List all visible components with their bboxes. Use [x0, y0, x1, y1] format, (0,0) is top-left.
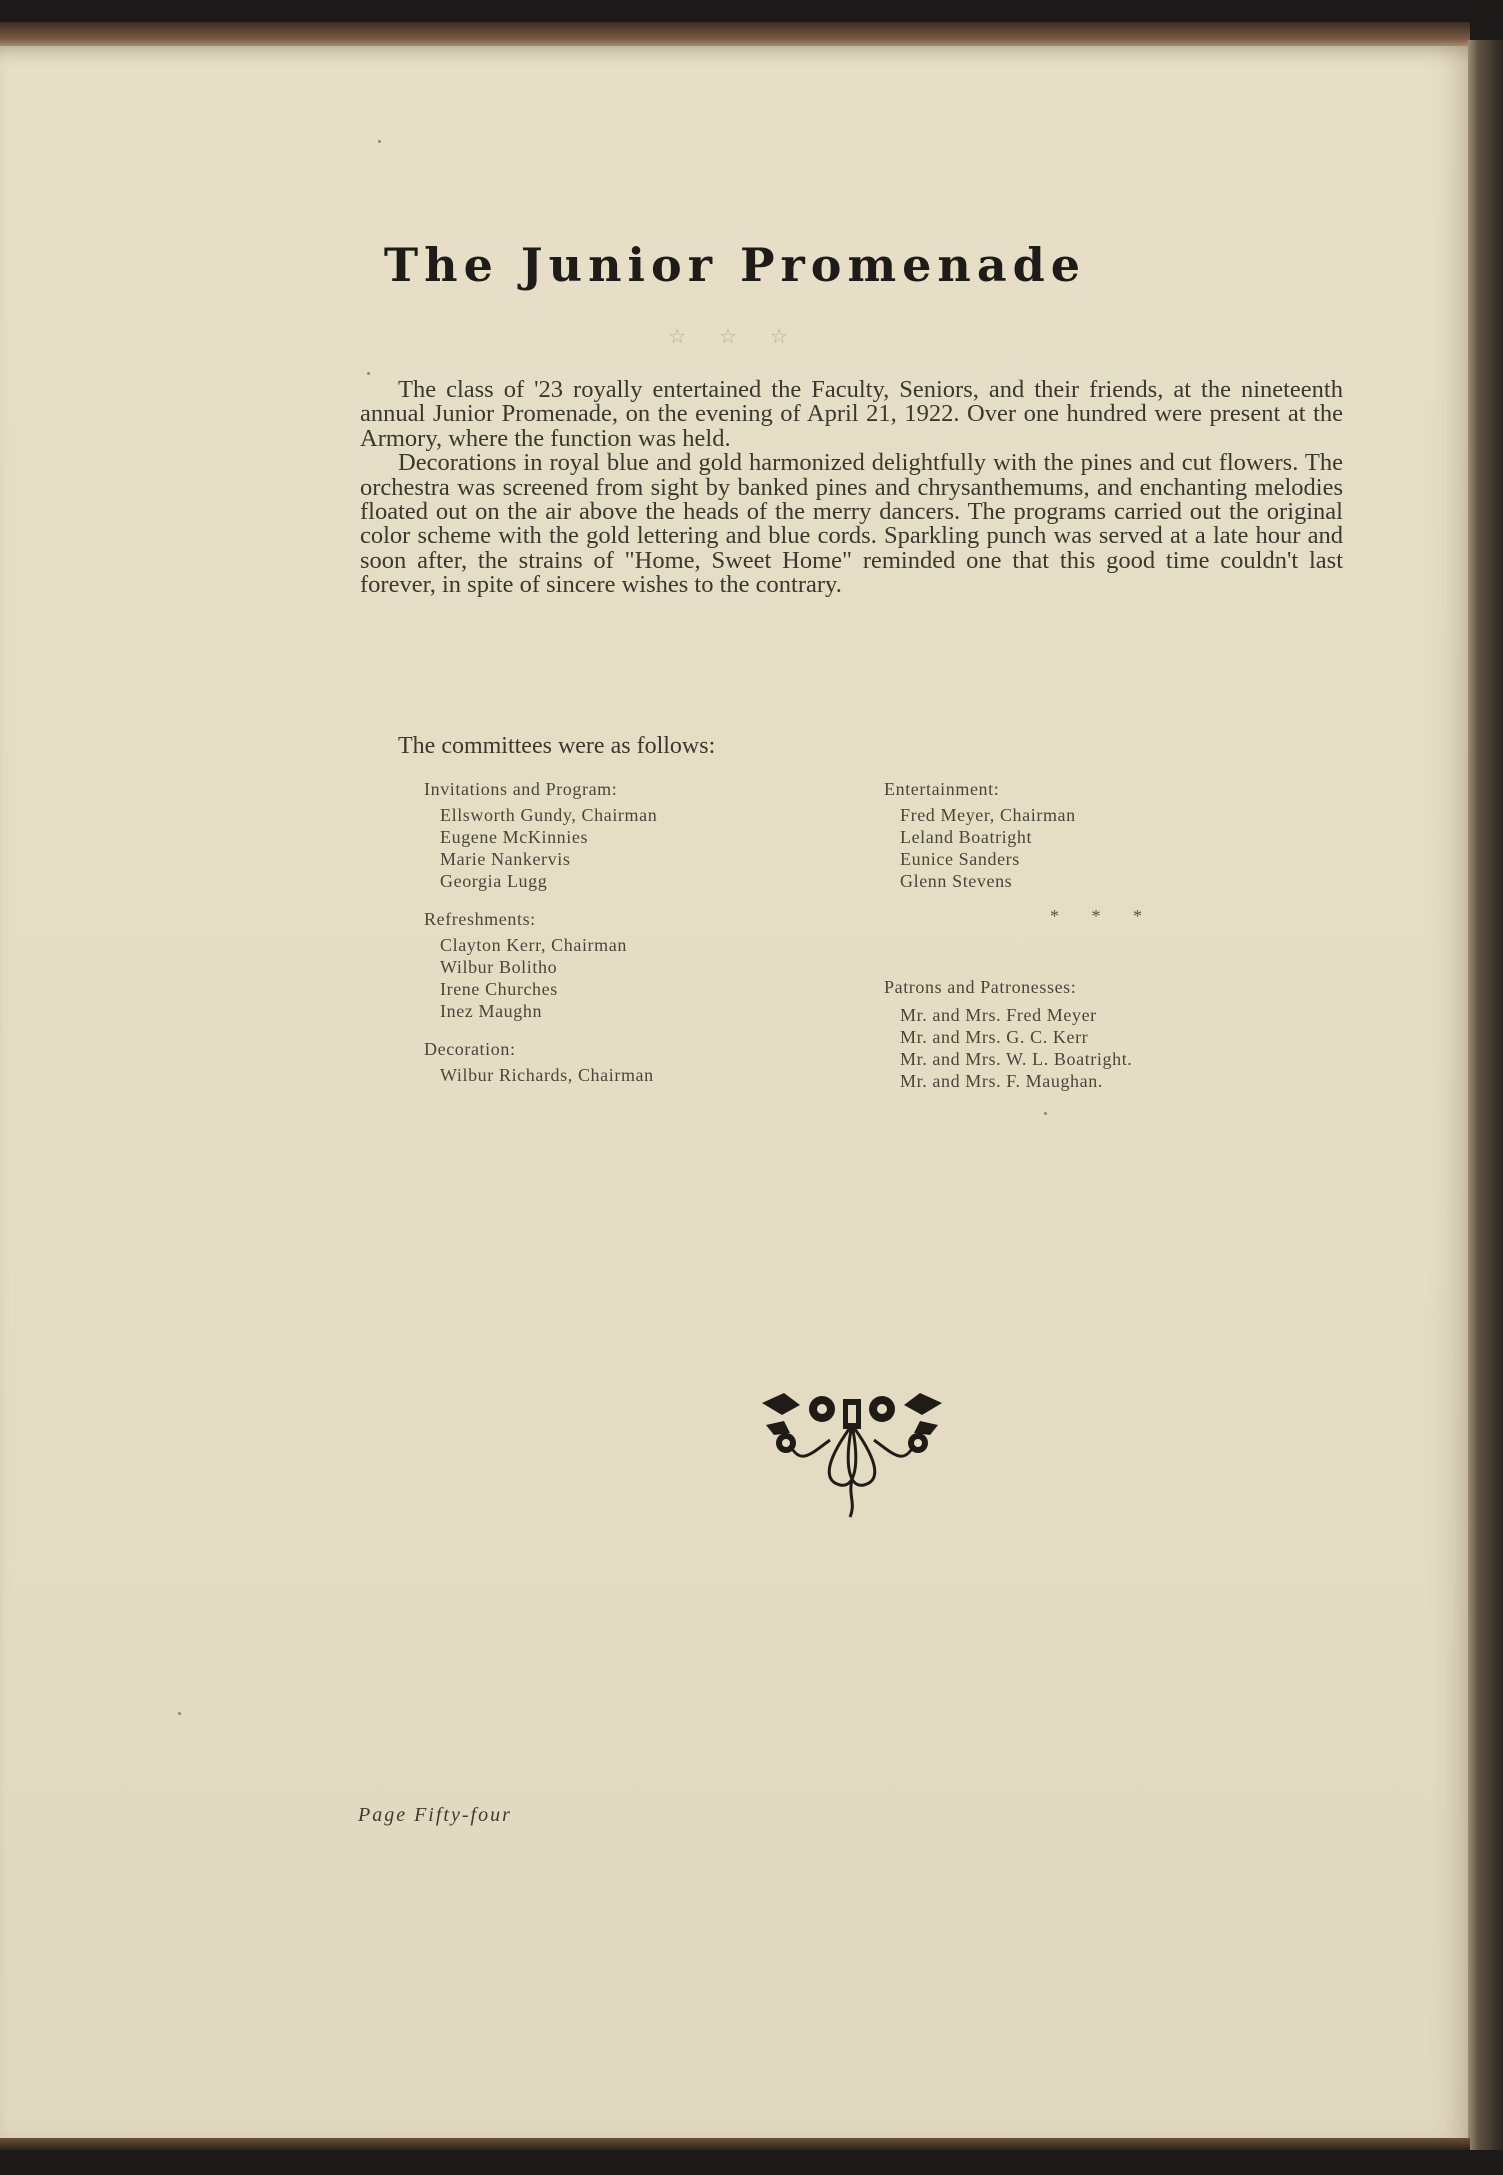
- committees-right-column: [884, 778, 1076, 908]
- committee-group: [424, 1038, 657, 1086]
- committee-member: Eunice Sanders: [900, 849, 1020, 869]
- committee-member: Clayton Kerr, Chairman: [440, 935, 627, 955]
- paragraph-2: Decorations in royal blue and gold harmonized delightfully with the pines and cut flowers. The orchestra was screened from sight by banked pines and chrysanthemums, and enchanting melodies floated out on the air above the heads of the merry dancers. The programs carried out the original color scheme with the gold lettering and blue cords. Sparkling punch was served at a late hour and soon after, the strains of "Home, Sweet Home" reminded one that this good time couldn't last forever, in spite of sincere wishes to the contrary.: [360, 449, 1343, 599]
- committee-member: Eugene McKinnies: [440, 827, 589, 847]
- patrons-heading: Patrons and Patronesses:: [884, 977, 1077, 997]
- article-body: [360, 378, 1343, 598]
- paper-speck: [178, 1712, 181, 1715]
- patron-entry: Mr. and Mrs. W. L. Boatright.: [900, 1049, 1133, 1069]
- committees-left-column: [424, 778, 657, 1102]
- committee-member: Marie Nankervis: [440, 849, 571, 869]
- page-title: The Junior Promenade: [383, 238, 1087, 292]
- committee-group: [424, 908, 657, 1022]
- committees-intro: The committees were as follows:: [398, 733, 716, 759]
- patron-entry: Mr. and Mrs. F. Maughan.: [900, 1071, 1103, 1091]
- paper-speck: [367, 372, 370, 375]
- committee-group: [424, 778, 657, 892]
- floral-ornament-icon: [760, 1385, 944, 1520]
- committee-member: Fred Meyer, Chairman: [900, 805, 1076, 825]
- stars-divider: ☆ ☆ ☆: [668, 326, 802, 348]
- committee-member: Leland Boatright: [900, 827, 1033, 847]
- patron-entry: Mr. and Mrs. Fred Meyer: [900, 1005, 1097, 1025]
- paper-speck: [1044, 1112, 1047, 1115]
- committee-heading: Refreshments:: [424, 909, 536, 929]
- committee-member: Ellsworth Gundy, Chairman: [440, 805, 658, 825]
- paper-speck: [378, 140, 381, 143]
- asterisk-divider: * * *: [1050, 906, 1156, 926]
- committee-member: Wilbur Bolitho: [440, 957, 558, 977]
- document-page: [0, 46, 1470, 2141]
- committee-member: Irene Churches: [440, 979, 558, 999]
- page-bottom-edge: [0, 2138, 1470, 2150]
- committee-heading: Decoration:: [424, 1039, 516, 1059]
- committee-members: [424, 934, 657, 1022]
- patron-entry: Mr. and Mrs. G. C. Kerr: [900, 1027, 1089, 1047]
- committee-member: Inez Maughn: [440, 1001, 543, 1021]
- committee-members: [424, 804, 657, 892]
- committee-heading: Entertainment:: [884, 779, 1000, 799]
- committee-member: Georgia Lugg: [440, 871, 548, 891]
- committee-member: Wilbur Richards, Chairman: [440, 1065, 654, 1085]
- page-number-footer: Page Fifty-four: [358, 1804, 512, 1826]
- page-right-edge: [1468, 40, 1503, 2150]
- committee-heading: Invitations and Program:: [424, 779, 618, 799]
- patrons-section: [884, 976, 1132, 1092]
- patrons-list: [884, 1004, 1132, 1092]
- committee-group: [884, 778, 1076, 892]
- committee-members: [424, 1064, 657, 1086]
- committee-member: Glenn Stevens: [900, 871, 1013, 891]
- paragraph-1: The class of '23 royally entertained the Faculty, Seniors, and their friends, at the nineteenth annual Junior Promenade, on the evening of April 21, 1922. Over one hundred were present at the Armory, where the function was held.: [360, 376, 1343, 452]
- committee-members: [884, 804, 1076, 892]
